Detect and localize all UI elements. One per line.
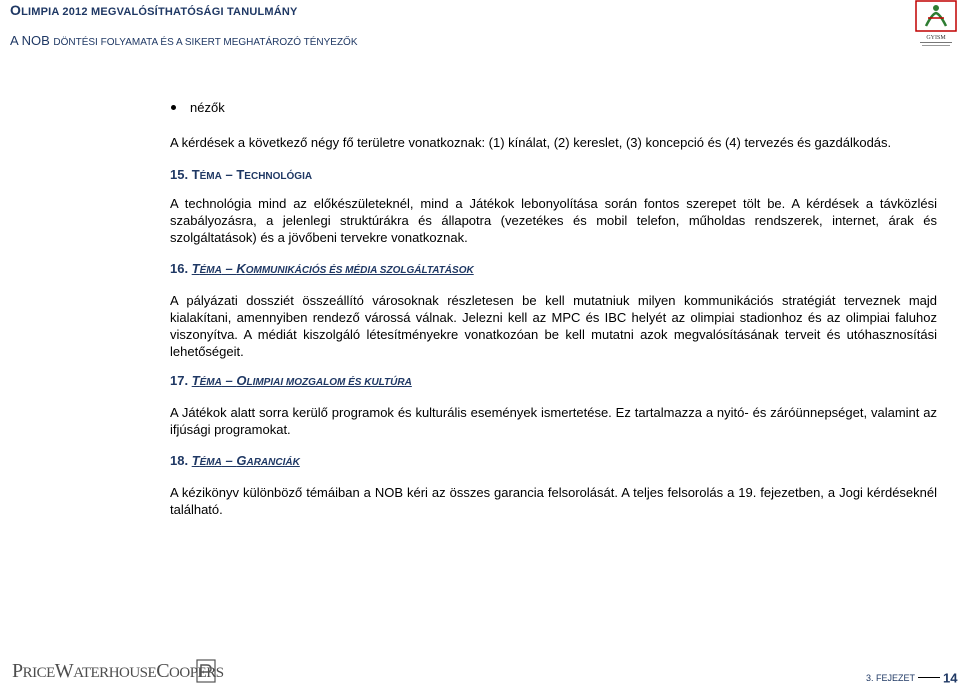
bullet-icon [171,105,176,110]
section-body-15: A technológia mind az előkészületeknél, mind a Játékok lebonyolítása során fontos szerepet tölt be. A kérdések a távközlési szabályozásra, a jelenlegi struktúrákra és állapotra (vezetékes és mobil telefon, műholdas rendszerek, internet, árak és szolgáltatások) és a jövőbeni tervekre vonatkoznak. [170,196,937,245]
page-footer: 3. FEJEZET 14 [866,670,958,686]
page-number: 14 [943,670,958,686]
section-heading-17: 17. TÉMA – OLIMPIAI MOZGALOM ÉS KULTÚRA [170,373,412,388]
pwc-emblem-icon [196,659,216,683]
section-body-17: A Játékok alatt sorra kerülő programok és kulturális események ismertetése. Ez tartalmazza a nyitó- és záróünnepséget, valamint az ifjúsági programokat. [170,405,937,437]
section-body-18: A kézikönyv különböző témáiban a NOB kéri az összes garancia felsorolását. A teljes felsorolás a 19. fejezetben, a Jogi kérdéseknél található. [170,485,937,517]
document-title: OLIMPIA 2012 MEGVALÓSÍTHATÓSÁGI TANULMÁNY [10,2,298,18]
svg-text:GYISM: GYISM [926,35,946,41]
section-heading-18: 18. TÉMA – GARANCIÁK [170,453,300,468]
section-body-16: A pályázati dossziét összeállító városoknak részletesen be kell mutatniuk milyen kommunikációs stratégiát terveznek majd kialakítani, amennyiben rendező várossá válnak. Jelezni kell az MPC és IBC helyét az olimpiai stadionhoz és az olimpiai faluhoz viszonyítva. A médiát kiszolgáló létesítményekre vonatkozóan be kell mutatni azok megvalósításának terveit és utóhasznosítási lehetőségeit. [170,293,937,359]
pricewaterhousecoopers-logo: PRICEWATERHOUSECOOPERS [12,660,224,682]
section-heading-16: 16. TÉMA – KOMMUNIKÁCIÓS ÉS MÉDIA SZOLGÁLTATÁSOK [170,261,474,276]
intro-paragraph: A kérdések a következő négy fő területre vonatkoznak: (1) kínálat, (2) kereslet, (3) koncepció és (4) tervezés és gazdálkodás. [170,135,892,150]
section-heading-15: 15. TÉMA – TECHNOLÓGIA [170,167,313,182]
bullet-item: nézők [190,100,225,115]
document-subtitle: A NOB DÖNTÉSI FOLYAMATA ÉS A SIKERT MEGHATÁROZÓ TÉNYEZŐK [10,33,358,48]
gyism-logo [914,0,958,48]
